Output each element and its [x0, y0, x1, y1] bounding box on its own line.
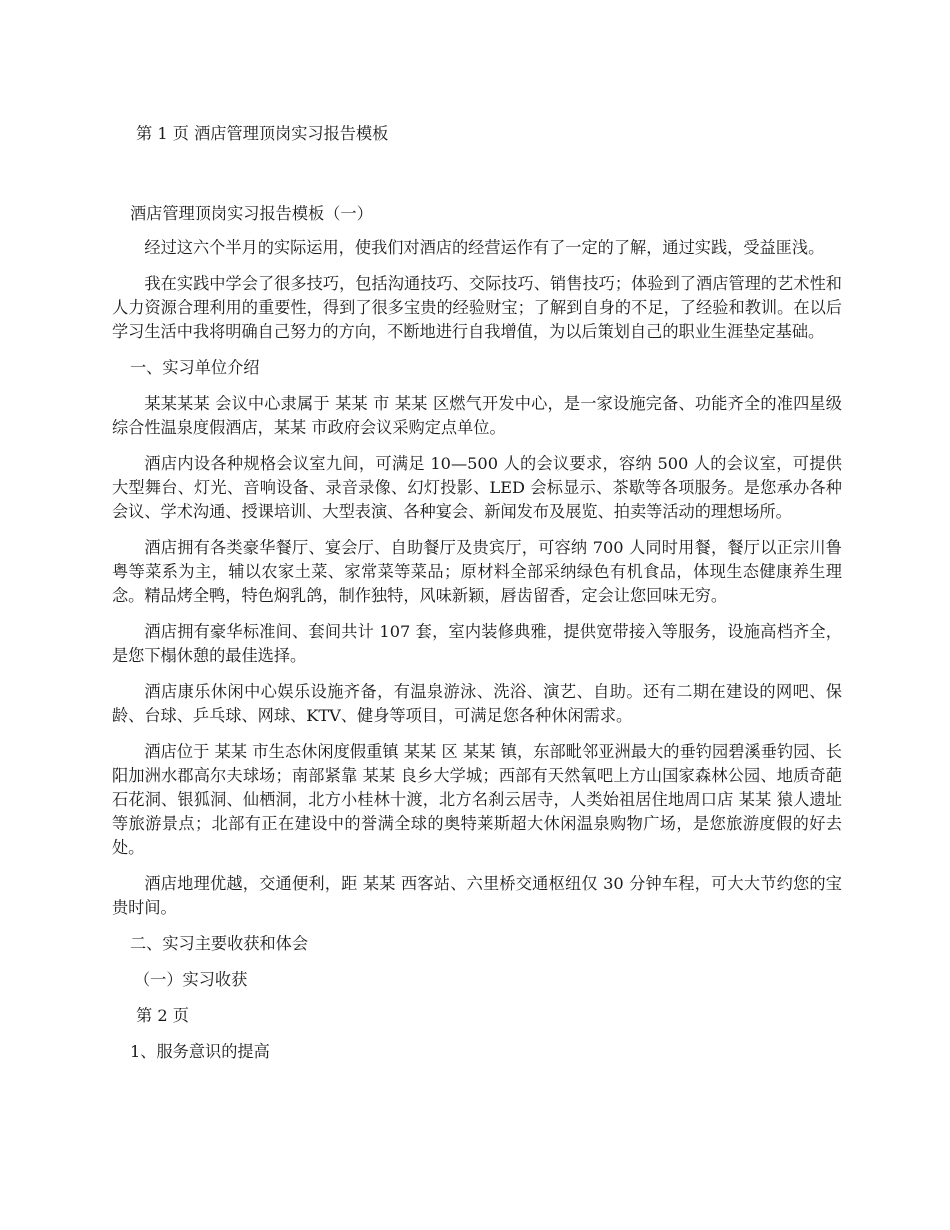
unit-intro-paragraph-5: 酒店康乐休闲中心娱乐设施齐备，有温泉游泳、洗浴、演艺、自助。还有二期在建设的网吧、保龄、台球、乒乓球、网球、KTV、健身等项目，可满足您各种休闲需求。: [112, 682, 842, 725]
intro-paragraph-2: 我在实践中学会了很多技巧，包括沟通技巧、交际技巧、销售技巧；体验到了酒店管理的艺术性和人力资源合理利用的重要性，得到了很多宝贵的经验财宝；了解到自身的不足，了经验和教训。在以后学习生活中我将明确自己努力的方向，不断地进行自我增值，为以后策划自己的职业生涯垫定基础。: [112, 274, 842, 341]
unit-intro-paragraph-3: 酒店拥有各类豪华餐厅、宴会厅、自助餐厅及贵宾厅，可容纳 700 人同时用餐，餐厅以正宗川鲁粤等菜系为主，辅以农家土菜、家常菜等菜品；原材料全部采纳绿色有机食品，体现生态健康养生理念。精品烤全鸭，特色焖乳鸽，制作独特，风味新颖，唇齿留香，定会让您回味无穷。: [112, 538, 842, 605]
unit-intro-paragraph-4: 酒店拥有豪华标准间、套间共计 107 套，室内装修典雅，提供宽带接入等服务，设施高档齐全，是您下榻休憩的最佳选择。: [112, 622, 842, 665]
unit-intro-paragraph-1: 某某某某 会议中心隶属于 某某 市 某某 区燃气开发中心，是一家设施完备、功能齐全的准四星级综合性温泉度假酒店，某某 市政府会议采购定点单位。: [112, 394, 842, 437]
section-heading-unit-intro: 一、实习单位介绍: [130, 358, 260, 377]
unit-intro-paragraph-2: 酒店内设各种规格会议室九间，可满足 10—500 人的会议要求，容纳 500 人的会议室，可提供大型舞台、灯光、音响设备、录音录像、幻灯投影、LED 会标显示、茶歇等各项服务。是您承办各种会议、学术沟通、授课培训、大型表演、各种宴会、新闻发布及展览、拍卖等活动的理想场所。: [112, 454, 842, 521]
intro-paragraph-1: 经过这六个半月的实际运用，使我们对酒店的经营运作有了一定的了解，通过实践，受益匪浅。: [144, 238, 825, 257]
document-title: 酒店管理顶岗实习报告模板（一）: [130, 204, 373, 223]
page-header: 第 1 页 酒店管理顶岗实习报告模板: [136, 124, 389, 143]
item-heading-service-awareness: 1、服务意识的提高: [130, 1042, 270, 1061]
page-marker: 第 2 页: [136, 1006, 189, 1025]
unit-intro-paragraph-6: 酒店位于 某某 市生态休闲度假重镇 某某 区 某某 镇，东部毗邻亚洲最大的垂钓园碧溪垂钓园、长阳加洲水郡高尔夫球场；南部紧靠 某某 良乡大学城；西部有天然氧吧上方山国家森林公园、地质奇葩石花洞、银狐洞、仙栖洞，北方小桂林十渡，北方名刹云居寺，人类始祖居住地周口店 某某 猿人遗址等旅游景点；北部有正在建设中的誉满全球的奥特莱斯超大休闲温泉购物广场，是您旅游度假的好去处。: [112, 742, 842, 857]
section-heading-gains: 二、实习主要收获和体会: [130, 934, 309, 953]
document-content: [112, 122, 842, 1064]
subsection-heading-gains: （一）实习收获: [134, 970, 248, 989]
unit-intro-paragraph-7: 酒店地理优越，交通便利，距 某某 西客站、六里桥交通枢纽仅 30 分钟车程，可大大节约您的宝贵时间。: [112, 874, 842, 917]
